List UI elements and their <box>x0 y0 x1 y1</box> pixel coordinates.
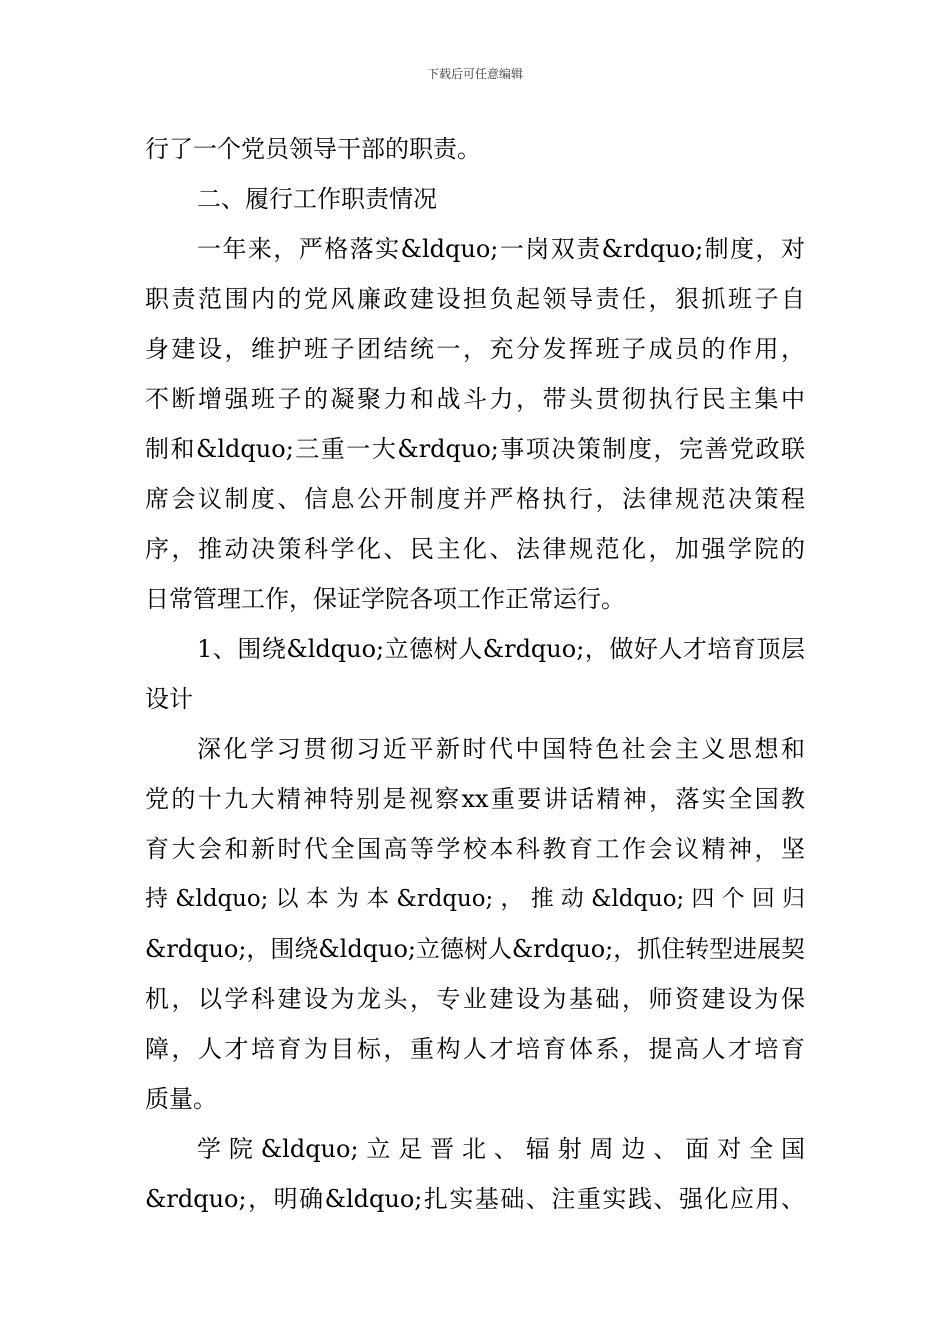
text-line-21: 学 院 &ldquo; 立 足 晋 北 、 辐 射 周 边 、 面 对 全 国 <box>197 1135 805 1163</box>
text-line-11: 1、围绕&ldquo;立德树人&rdquo;，做好人才培育顶层 <box>197 635 805 663</box>
text-line-20: 质量。 <box>145 1085 217 1113</box>
text-line-17: &rdquo;，围绕&ldquo;立德树人&rdquo;，抓住转型进展契 <box>145 935 806 963</box>
text-line-15: 育大会和新时代全国高等学校本科教育工作会议精神，坚 <box>145 835 805 863</box>
text-line-8: 席会议制度、信息公开制度并严格执行，法律规范决策程 <box>145 485 805 513</box>
text-line-7: 制和&ldquo;三重一大&rdquo;事项决策制度，完善党政联 <box>145 435 805 463</box>
text-line-3: 一年来，严格落实&ldquo;一岗双责&rdquo;制度，对 <box>197 235 805 263</box>
text-line-10: 日常管理工作，保证学院各项工作正常运行。 <box>145 585 625 613</box>
text-line-18: 机，以学科建设为龙头，专业建设为基础，师资建设为保 <box>145 985 805 1013</box>
text-line-5: 身建设，维护班子团结统一，充分发挥班子成员的作用， <box>145 335 805 363</box>
text-line-14: 党的十九大精神特别是视察xx重要讲话精神，落实全国教 <box>145 785 805 813</box>
document-body <box>145 124 805 1224</box>
text-line-2: 二、履行工作职责情况 <box>197 185 437 213</box>
text-line-19: 障，人才培育为目标，重构人才培育体系，提高人才培育 <box>145 1035 805 1063</box>
text-line-4: 职责范围内的党风廉政建设担负起领导责任，狠抓班子自 <box>145 285 805 313</box>
text-line-9: 序，推动决策科学化、民主化、法律规范化，加强学院的 <box>145 535 805 563</box>
text-line-22: &rdquo;，明确&ldquo;扎实基础、注重实践、强化应用、 <box>145 1185 805 1213</box>
text-line-13: 深化学习贯彻习近平新时代中国特色社会主义思想和 <box>197 735 805 763</box>
text-line-12: 设计 <box>145 685 193 713</box>
page-header: 下载后可任意编辑 <box>426 67 523 81</box>
text-line-1: 行了一个党员领导干部的职责。 <box>145 135 481 163</box>
text-line-16: 持 &ldquo; 以 本 为 本 &rdquo; ， 推 动 &ldquo; 四 个 回 归 <box>145 886 805 912</box>
text-line-6: 不断增强班子的凝聚力和战斗力，带头贯彻执行民主集中 <box>145 385 805 413</box>
